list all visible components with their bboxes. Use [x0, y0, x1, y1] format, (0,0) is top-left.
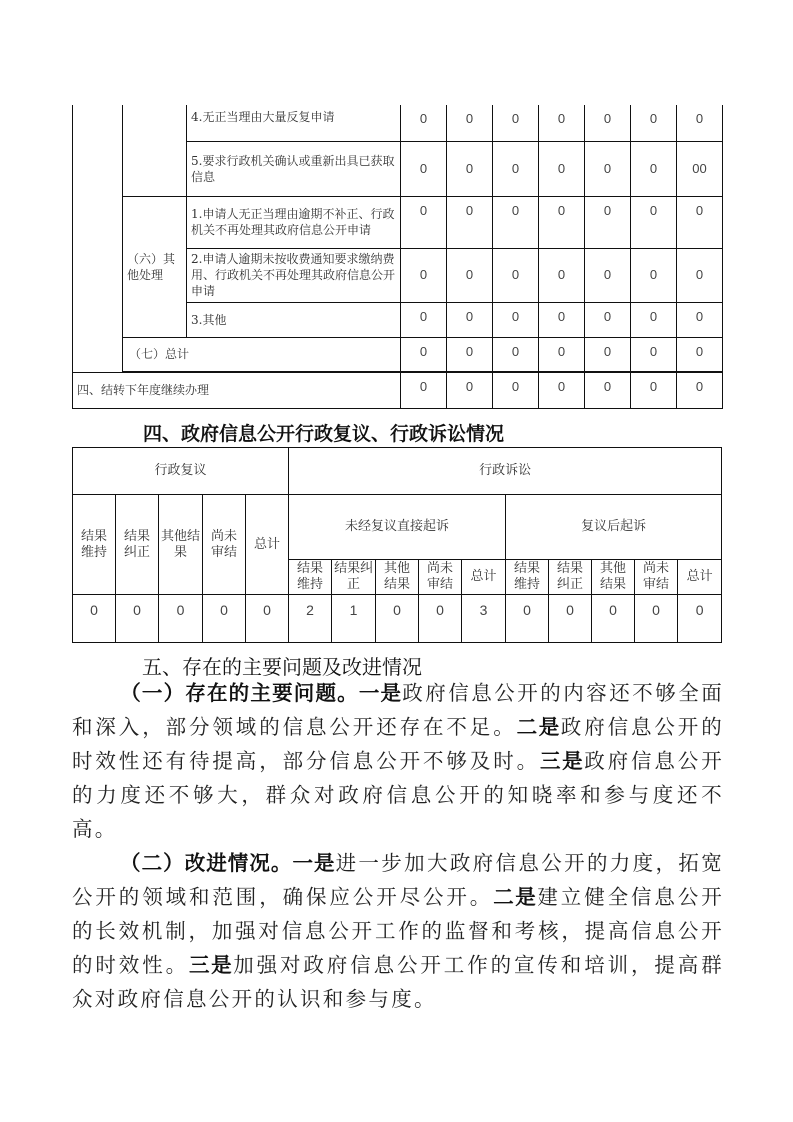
- cell-value: 0: [631, 141, 677, 196]
- col-header: 其他结果: [592, 560, 635, 595]
- table-row-total: [73, 337, 723, 371]
- group-label-other-handling: （六）其他处理: [123, 196, 187, 337]
- col-header: 结果维持: [506, 560, 549, 595]
- after-review-header: 复议后起诉: [506, 495, 722, 560]
- cell-value: 0: [401, 141, 447, 196]
- admin-review-header: 行政复议: [73, 448, 289, 495]
- cell-value: 0: [447, 141, 493, 196]
- cell-value: 0: [631, 196, 677, 248]
- review-value: 0: [73, 595, 116, 643]
- cell-value: 0: [585, 302, 631, 337]
- point-one-text: 进一步加大政府信息公开的力度，拓宽公开的领域和范围，确保应公开尽公开。: [72, 851, 725, 909]
- row-label: 4.无正当理由大量反复申请: [187, 105, 401, 141]
- cell-value: 00: [677, 141, 723, 196]
- col-header: 尚未审结: [635, 560, 678, 595]
- point-two-text: 建立健全信息公开的长效机制，加强对信息公开工作的监督和考核，提高信息公开的时效性。: [72, 885, 725, 977]
- category-cell: [73, 105, 123, 372]
- cell-value: 0: [539, 196, 585, 248]
- row-label: 5.要求行政机关确认或重新出具已获取信息: [187, 141, 401, 196]
- cell-value: 0: [677, 248, 723, 302]
- direct-suit-value: 3: [462, 595, 506, 643]
- cell-value: 0: [493, 372, 539, 408]
- carryover-label: 四、结转下年度继续办理: [73, 372, 401, 408]
- after-review-value: 0: [549, 595, 592, 643]
- cell-value: 0: [493, 248, 539, 302]
- cell-value: 0: [585, 105, 631, 141]
- col-header: 总计: [462, 560, 506, 595]
- col-header: 结果纠正: [549, 560, 592, 595]
- cell-value: 0: [539, 302, 585, 337]
- cell-value: 0: [677, 196, 723, 248]
- cell-value: 0: [539, 141, 585, 196]
- review-value: 0: [203, 595, 246, 643]
- point-three-text: 加强对政府信息公开工作的宣传和培训，提高群众对政府信息公开的认识和参与度。: [72, 953, 724, 1011]
- cell-value: 0: [447, 337, 493, 371]
- table-row: [73, 595, 722, 643]
- group-cell: [123, 105, 187, 196]
- problems-lead: （一）存在的主要问题。: [120, 681, 359, 705]
- point-one-text: 政府信息公开的内容还不够全面和深入，部分领域的信息公开还存在不足。: [72, 681, 725, 739]
- after-review-value: 0: [592, 595, 635, 643]
- direct-suit-value: 2: [289, 595, 332, 643]
- col-header: 结果维持: [289, 560, 332, 595]
- cell-value: 0: [677, 302, 723, 337]
- review-value: 0: [116, 595, 159, 643]
- col-header: 结果纠正: [116, 495, 159, 595]
- cell-value: 0: [493, 302, 539, 337]
- section-five-heading: 五、存在的主要问题及改进情况: [142, 655, 422, 679]
- problems-paragraph: [72, 676, 724, 846]
- cell-value: 0: [401, 105, 447, 141]
- cell-value: 0: [677, 372, 723, 408]
- cell-value: 0: [447, 372, 493, 408]
- col-header: 总计: [678, 560, 722, 595]
- cell-value: 0: [539, 248, 585, 302]
- cell-value: 0: [493, 141, 539, 196]
- point-one-label: 一是: [358, 681, 403, 705]
- cell-value: 0: [585, 248, 631, 302]
- table-row: [73, 196, 723, 248]
- row-label: 2.申请人逾期未按收费通知要求缴纳费用、行政机关不再处理其政府信息公开申请: [187, 248, 401, 302]
- cell-value: 0: [585, 141, 631, 196]
- col-header: 结果维持: [73, 495, 116, 595]
- cell-value: 0: [677, 105, 723, 141]
- row-label: 3.其他: [187, 302, 401, 337]
- direct-suit-header: 未经复议直接起诉: [289, 495, 506, 560]
- cell-value: 0: [585, 337, 631, 371]
- cell-value: 0: [631, 248, 677, 302]
- cell-value: 0: [493, 337, 539, 371]
- improvements-paragraph: [72, 846, 724, 1016]
- cell-value: 0: [631, 337, 677, 371]
- improvements-lead: （二）改进情况。: [120, 851, 293, 875]
- after-review-value: 0: [635, 595, 678, 643]
- cell-value: 0: [631, 302, 677, 337]
- col-header: 其他结果: [376, 560, 419, 595]
- cell-value: 0: [401, 248, 447, 302]
- point-three-text: 政府信息公开的力度还不够大，群众对政府信息公开的知晓率和参与度还不高。: [72, 749, 725, 841]
- direct-suit-value: 1: [332, 595, 376, 643]
- cell-value: 0: [631, 105, 677, 141]
- review-value: 0: [246, 595, 289, 643]
- row-label: 1.申请人无正当理由逾期不补正、行政机关不再处理其政府信息公开申请: [187, 196, 401, 248]
- col-header: 尚未审结: [203, 495, 246, 595]
- after-review-value: 0: [678, 595, 722, 643]
- section-four-heading: 四、政府信息公开行政复议、行政诉讼情况: [143, 423, 505, 445]
- total-label: （七）总计: [123, 337, 401, 371]
- application-handling-table: [72, 105, 723, 409]
- cell-value: 0: [539, 337, 585, 371]
- cell-value: 0: [493, 105, 539, 141]
- cell-value: 0: [631, 372, 677, 408]
- direct-suit-value: 0: [376, 595, 419, 643]
- table-row: [73, 105, 723, 141]
- point-one-label: 一是: [292, 851, 336, 875]
- col-header: 总计: [246, 495, 289, 595]
- point-two-text: 政府信息公开的时效性还有待提高，部分信息公开不够及时。: [72, 715, 724, 773]
- point-two-label: 二是: [516, 715, 561, 739]
- cell-value: 0: [401, 372, 447, 408]
- cell-value: 0: [447, 302, 493, 337]
- cell-value: 0: [493, 196, 539, 248]
- point-three-label: 三是: [540, 749, 585, 773]
- after-review-value: 0: [506, 595, 549, 643]
- direct-suit-value: 0: [419, 595, 462, 643]
- cell-value: 0: [677, 337, 723, 371]
- cell-value: 0: [401, 196, 447, 248]
- cell-value: 0: [401, 302, 447, 337]
- cell-value: 0: [585, 372, 631, 408]
- cell-value: 0: [447, 248, 493, 302]
- point-three-label: 三是: [189, 953, 234, 977]
- cell-value: 0: [401, 337, 447, 371]
- col-header: 其他结果: [159, 495, 203, 595]
- col-header: 尚未审结: [419, 560, 462, 595]
- point-two-label: 二是: [493, 885, 538, 909]
- cell-value: 0: [447, 196, 493, 248]
- cell-value: 0: [539, 372, 585, 408]
- col-header: 结果纠正: [332, 560, 376, 595]
- cell-value: 0: [447, 105, 493, 141]
- review-litigation-table: [72, 447, 722, 643]
- cell-value: 0: [585, 196, 631, 248]
- admin-litigation-header: 行政诉讼: [289, 448, 722, 495]
- table-row-carryover: [73, 372, 723, 408]
- review-value: 0: [159, 595, 203, 643]
- cell-value: 0: [539, 105, 585, 141]
